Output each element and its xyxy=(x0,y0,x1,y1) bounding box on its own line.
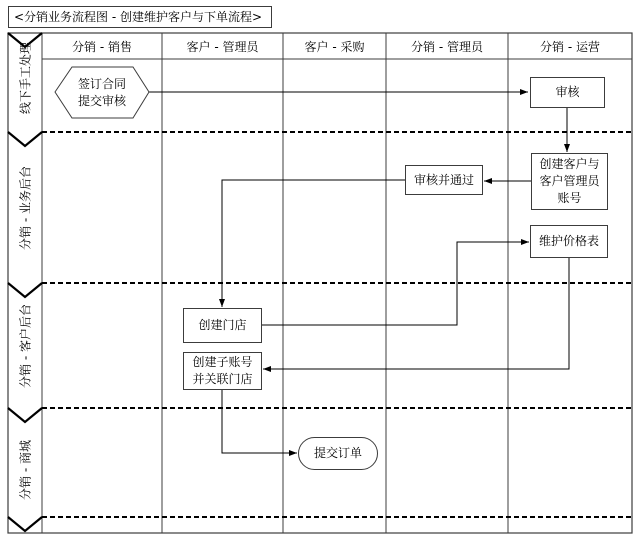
column-header-customer-admin: 客户 - 管理员 xyxy=(186,39,259,54)
node-label-line: 维护价格表 xyxy=(538,234,599,248)
node-label-line: 提交审核 xyxy=(77,93,126,108)
node-label-line: 客户管理员 xyxy=(539,174,600,188)
column-header-customer-purchase: 客户 - 采购 xyxy=(304,39,365,54)
edge-review-approve-to-create-store xyxy=(222,180,405,307)
column-header-distribution-operations: 分销 - 运营 xyxy=(540,39,600,54)
node-label-line: 签订合同 xyxy=(77,76,126,91)
lane-label-mall: 分销 - 商城 xyxy=(18,440,33,500)
column-header-distribution-admin: 分销 - 管理员 xyxy=(411,39,483,54)
lane-label-business-backend: 分销 - 业务后台 xyxy=(18,166,33,250)
node-label-line: 账号 xyxy=(557,191,582,205)
node-create-store xyxy=(183,308,262,343)
node-label-line: 创建子账号 xyxy=(192,355,253,369)
edge-maintain-price-list-to-create-sub-account xyxy=(263,258,569,369)
node-label-line: 审核 xyxy=(555,85,580,99)
connectors xyxy=(149,92,569,453)
edge-create-sub-account-to-submit-order xyxy=(222,390,297,453)
node-submit-order xyxy=(298,437,378,470)
node-sign-contract xyxy=(55,67,149,118)
node-create-customer-admin xyxy=(531,153,608,210)
lane-label-offline-manual: 线下手工处理 xyxy=(18,41,33,115)
node-review xyxy=(530,77,605,108)
node-label-line: 审核并通过 xyxy=(413,172,474,187)
node-label-line: 创建客户与 xyxy=(539,157,600,171)
column-header-distribution-sales: 分销 - 销售 xyxy=(72,39,132,54)
node-label-line: 并关联门店 xyxy=(192,372,253,386)
diagram-title: <分销业务流程图 - 创建维护客户与下单流程> xyxy=(8,6,272,28)
node-review-approve xyxy=(405,165,483,195)
node-label-line: 创建门店 xyxy=(198,318,247,332)
lane-label-customer-backend: 分销 - 客户后台 xyxy=(18,304,33,388)
node-create-sub-account xyxy=(183,352,262,390)
node-maintain-price-list xyxy=(530,225,608,258)
node-label-line: 提交订单 xyxy=(313,446,362,460)
